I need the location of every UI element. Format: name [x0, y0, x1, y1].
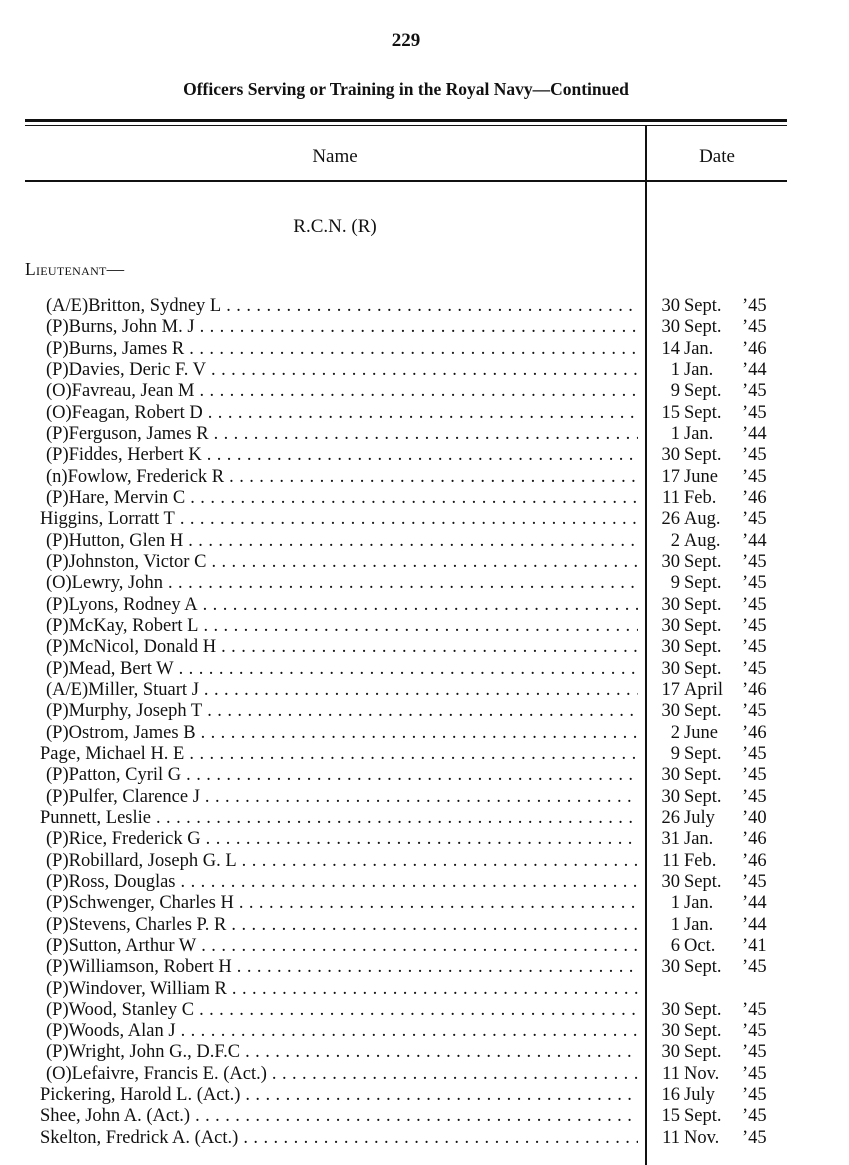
officer-name: (P)Davies, Deric F. V . . . [46, 360, 638, 381]
seniority-date [658, 872, 783, 893]
date-year: ’46 [742, 722, 767, 743]
date-year: ’45 [742, 1021, 767, 1042]
table-row [0, 467, 849, 488]
date-month: Jan. [684, 914, 714, 935]
date-year: ’46 [742, 829, 767, 850]
date-day: 30 [661, 615, 680, 636]
seniority-date [658, 552, 783, 573]
date-year: ’44 [742, 893, 767, 914]
table-row [0, 659, 849, 680]
header-rule [25, 180, 787, 182]
date-year: ’45 [742, 509, 767, 530]
seniority-date [658, 680, 783, 701]
date-day: 1 [670, 914, 680, 935]
officer-name: (P)Mead, Bert W . . . [46, 659, 638, 680]
column-header-date: Date [699, 146, 735, 167]
officer-name: (P)Hutton, Glen H . . . [46, 531, 638, 552]
table-row [0, 872, 849, 893]
date-year: ’45 [742, 573, 767, 594]
date-month: Feb. [684, 850, 717, 871]
table-row [0, 979, 849, 1000]
table-row [0, 851, 849, 872]
seniority-date [658, 1064, 783, 1085]
seniority-date [658, 488, 783, 509]
date-day: 30 [661, 765, 680, 786]
date-day: 30 [661, 445, 680, 466]
seniority-date [658, 317, 783, 338]
date-year: ’45 [742, 765, 767, 786]
date-month: Sept. [684, 1042, 722, 1063]
seniority-date [658, 616, 783, 637]
table-row [0, 1064, 849, 1085]
seniority-date [658, 445, 783, 466]
date-year: ’44 [742, 530, 767, 551]
table-row [0, 360, 849, 381]
date-year: ’45 [742, 317, 767, 338]
table-row [0, 893, 849, 914]
date-day: 30 [661, 637, 680, 658]
date-month: Sept. [684, 317, 722, 338]
officer-name: (P)McKay, Robert L . . . [46, 616, 638, 637]
officer-name: (P)Rice, Frederick G . . . [46, 829, 638, 850]
date-day: 17 [661, 679, 680, 700]
date-month: Sept. [684, 1106, 722, 1127]
officer-name: Pickering, Harold L. (Act.) . . . [40, 1085, 638, 1106]
column-header-name: Name [312, 146, 358, 167]
date-month: Aug. [684, 530, 721, 551]
officer-name: (P)McNicol, Donald H . . . [46, 637, 638, 658]
seniority-date [658, 381, 783, 402]
date-month: Sept. [684, 615, 722, 636]
seniority-date [658, 1128, 783, 1149]
seniority-date [658, 1021, 783, 1042]
date-day: 26 [661, 509, 680, 530]
table-row [0, 616, 849, 637]
date-year: ’45 [742, 445, 767, 466]
date-year: ’45 [742, 296, 767, 316]
table-row [0, 787, 849, 808]
officer-name: (A/E)Miller, Stuart J . . . [46, 680, 638, 701]
table-row [0, 680, 849, 701]
date-day: 2 [670, 722, 680, 743]
seniority-date [658, 744, 783, 765]
table-row [0, 445, 849, 466]
date-month: July [684, 1085, 715, 1106]
date-month: Sept. [684, 871, 722, 892]
date-year: ’45 [742, 615, 767, 636]
date-day: 30 [661, 999, 680, 1020]
date-day: 30 [661, 658, 680, 679]
date-day: 11 [662, 1127, 680, 1148]
table-row [0, 1042, 849, 1063]
date-day: 30 [661, 551, 680, 572]
table-row [0, 488, 849, 509]
date-day: 26 [661, 807, 680, 828]
date-day: 6 [670, 935, 680, 956]
officer-name: (P)Murphy, Joseph T . . . [46, 701, 638, 722]
table-row [0, 765, 849, 786]
seniority-date [658, 296, 783, 317]
date-month: Jan. [684, 893, 714, 914]
date-month: Sept. [684, 296, 722, 316]
officer-name: (P)Ostrom, James B . . . [46, 723, 638, 744]
seniority-date [658, 893, 783, 914]
seniority-date [658, 808, 783, 829]
seniority-date [658, 765, 783, 786]
date-day: 30 [661, 786, 680, 807]
date-year: ’45 [742, 402, 767, 423]
table-row [0, 957, 849, 978]
seniority-date [658, 424, 783, 445]
table-row [0, 936, 849, 957]
date-year: ’41 [742, 935, 767, 956]
date-year: ’46 [742, 487, 767, 508]
officer-name: (P)Sutton, Arthur W . . . [46, 936, 638, 957]
date-month: Sept. [684, 402, 722, 423]
officer-name: (P)Hare, Mervin C . . . [46, 488, 638, 509]
date-month: Sept. [684, 381, 722, 402]
date-month: Sept. [684, 743, 722, 764]
seniority-date [658, 467, 783, 488]
date-month: Nov. [684, 1063, 720, 1084]
date-year: ’45 [742, 1042, 767, 1063]
seniority-date [658, 573, 783, 594]
page-title: Officers Serving or Training in the Royal Navy—Continued [183, 79, 629, 99]
date-year: ’45 [742, 658, 767, 679]
date-month: Jan. [684, 423, 714, 444]
table-row [0, 829, 849, 850]
officer-list [0, 296, 849, 1149]
date-month: Sept. [684, 658, 722, 679]
date-day: 1 [670, 359, 680, 380]
date-day: 11 [662, 850, 680, 871]
date-month: Jan. [684, 359, 714, 380]
date-day: 15 [661, 1106, 680, 1127]
table-row [0, 723, 849, 744]
seniority-date [658, 1106, 783, 1127]
date-year: ’44 [742, 914, 767, 935]
date-year: ’45 [742, 701, 767, 722]
seniority-date [658, 787, 783, 808]
top-rule-thin [25, 125, 787, 126]
table-row [0, 296, 849, 317]
table-row [0, 1021, 849, 1042]
date-day: 9 [670, 743, 680, 764]
date-day: 30 [661, 1042, 680, 1063]
date-day: 14 [661, 338, 680, 359]
table-row [0, 1085, 849, 1106]
officer-name: (P)Lyons, Rodney A . . . [46, 595, 638, 616]
officer-name: (P)Wright, John G., D.F.C . . . [46, 1042, 638, 1063]
officer-name: Page, Michael H. E . . . [40, 744, 638, 765]
seniority-date [658, 509, 783, 530]
top-rule-thick [25, 119, 787, 122]
date-day: 30 [661, 871, 680, 892]
table-row [0, 424, 849, 445]
table-row [0, 1106, 849, 1127]
officer-name: (P)Woods, Alan J . . . [46, 1021, 638, 1042]
date-day: 16 [661, 1085, 680, 1106]
officer-name: (P)Robillard, Joseph G. L . . . [46, 851, 638, 872]
section-title: R.C.N. (R) [293, 216, 377, 237]
date-day: 17 [661, 466, 680, 487]
seniority-date [658, 403, 783, 424]
officer-name: Higgins, Lorratt T . . . [40, 509, 638, 530]
officer-name: (O)Lefaivre, Francis E. (Act.) . . . [46, 1064, 638, 1085]
date-day: 31 [661, 829, 680, 850]
date-year: ’45 [742, 999, 767, 1020]
officer-name: Punnett, Leslie . . . [40, 808, 638, 829]
date-day: 9 [670, 381, 680, 402]
officer-name: (P)Stevens, Charles P. R . . . [46, 915, 638, 936]
table-row [0, 808, 849, 829]
seniority-date [658, 531, 783, 552]
date-month: Nov. [684, 1127, 720, 1148]
date-month: Sept. [684, 1021, 722, 1042]
date-month: Jan. [684, 829, 714, 850]
date-year: ’46 [742, 679, 767, 700]
date-day: 30 [661, 296, 680, 316]
officer-name: (P)Fiddes, Herbert K . . . [46, 445, 638, 466]
date-year: ’45 [742, 786, 767, 807]
date-year: ’45 [742, 743, 767, 764]
officer-name: (n)Fowlow, Frederick R . . . [46, 467, 638, 488]
date-year: ’40 [742, 807, 767, 828]
officer-name: (P)Ross, Douglas . . . [46, 872, 638, 893]
date-day: 30 [661, 957, 680, 978]
date-day: 9 [670, 573, 680, 594]
officer-name: (P)Windover, William R . . . [46, 979, 638, 1000]
officer-name: (P)Williamson, Robert H . . . [46, 957, 638, 978]
seniority-date [658, 936, 783, 957]
date-day: 1 [670, 423, 680, 444]
date-year: ’45 [742, 381, 767, 402]
seniority-date [658, 595, 783, 616]
table-row [0, 595, 849, 616]
table-row [0, 701, 849, 722]
date-month: Sept. [684, 786, 722, 807]
date-year: ’45 [742, 1106, 767, 1127]
date-month: April [684, 679, 724, 700]
date-year: ’44 [742, 423, 767, 444]
seniority-date [658, 723, 783, 744]
date-year: ’45 [742, 1085, 767, 1106]
seniority-date [658, 659, 783, 680]
seniority-date [658, 701, 783, 722]
date-month: Sept. [684, 765, 722, 786]
table-row [0, 744, 849, 765]
date-year: ’45 [742, 594, 767, 615]
date-year: ’45 [742, 551, 767, 572]
table-row [0, 915, 849, 936]
seniority-date [658, 339, 783, 360]
officer-name: (A/E)Britton, Sydney L . . . [46, 296, 638, 317]
date-year: ’45 [742, 1063, 767, 1084]
date-day: 30 [661, 594, 680, 615]
date-year: ’46 [742, 338, 767, 359]
seniority-date [658, 637, 783, 658]
officer-name: Shee, John A. (Act.) . . . [40, 1106, 638, 1127]
date-month: June [684, 466, 718, 487]
officer-name: (O)Lewry, John . . . [46, 573, 638, 594]
seniority-date [658, 1085, 783, 1106]
date-month: July [684, 807, 715, 828]
officer-name: Skelton, Fredrick A. (Act.) . . . [40, 1128, 638, 1149]
seniority-date [658, 979, 783, 1000]
date-month: Oct. [684, 935, 716, 956]
date-month: June [684, 722, 718, 743]
date-day: 2 [670, 530, 680, 551]
date-day: 30 [661, 1021, 680, 1042]
date-day: 30 [661, 317, 680, 338]
date-year: ’45 [742, 637, 767, 658]
date-month: Sept. [684, 445, 722, 466]
officer-name: (P)Burns, James R . . . [46, 339, 638, 360]
date-month: Sept. [684, 999, 722, 1020]
seniority-date [658, 957, 783, 978]
date-month: Jan. [684, 338, 714, 359]
officer-name: (O)Favreau, Jean M . . . [46, 381, 638, 402]
date-month: Aug. [684, 509, 721, 530]
officer-name: (P)Johnston, Victor C . . . [46, 552, 638, 573]
seniority-date [658, 1000, 783, 1021]
table-row [0, 339, 849, 360]
date-year: ’45 [742, 466, 767, 487]
date-year: ’44 [742, 359, 767, 380]
date-month: Sept. [684, 637, 722, 658]
table-row [0, 403, 849, 424]
page-number: 229 [391, 30, 421, 51]
date-year: ’45 [742, 871, 767, 892]
date-month: Sept. [684, 701, 722, 722]
date-day: 11 [662, 487, 680, 508]
rank-label: Lieutenant— [25, 259, 125, 279]
table-row [0, 531, 849, 552]
date-day: 15 [661, 402, 680, 423]
seniority-date [658, 829, 783, 850]
table-row [0, 317, 849, 338]
table-row [0, 573, 849, 594]
table-row [0, 381, 849, 402]
officer-name: (P)Wood, Stanley C . . . [46, 1000, 638, 1021]
date-month: Sept. [684, 594, 722, 615]
table-row [0, 552, 849, 573]
date-day: 11 [662, 1063, 680, 1084]
date-day: 30 [661, 701, 680, 722]
officer-name: (P)Ferguson, James R . . . [46, 424, 638, 445]
table-row [0, 1000, 849, 1021]
table-row [0, 637, 849, 658]
date-day: 1 [670, 893, 680, 914]
date-month: Sept. [684, 573, 722, 594]
date-year: ’45 [742, 957, 767, 978]
date-year: ’46 [742, 850, 767, 871]
officer-name: (P)Pulfer, Clarence J . . . [46, 787, 638, 808]
officer-name: (P)Patton, Cyril G . . . [46, 765, 638, 786]
date-month: Feb. [684, 487, 717, 508]
officer-name: (O)Feagan, Robert D . . . [46, 403, 638, 424]
table-row [0, 509, 849, 530]
officer-name: (P)Schwenger, Charles H . . . [46, 893, 638, 914]
date-year: ’45 [742, 1127, 767, 1148]
date-month: Sept. [684, 551, 722, 572]
seniority-date [658, 1042, 783, 1063]
seniority-date [658, 851, 783, 872]
seniority-date [658, 915, 783, 936]
seniority-date [658, 360, 783, 381]
date-month: Sept. [684, 957, 722, 978]
table-row [0, 1128, 849, 1149]
officer-name: (P)Burns, John M. J . . . [46, 317, 638, 338]
